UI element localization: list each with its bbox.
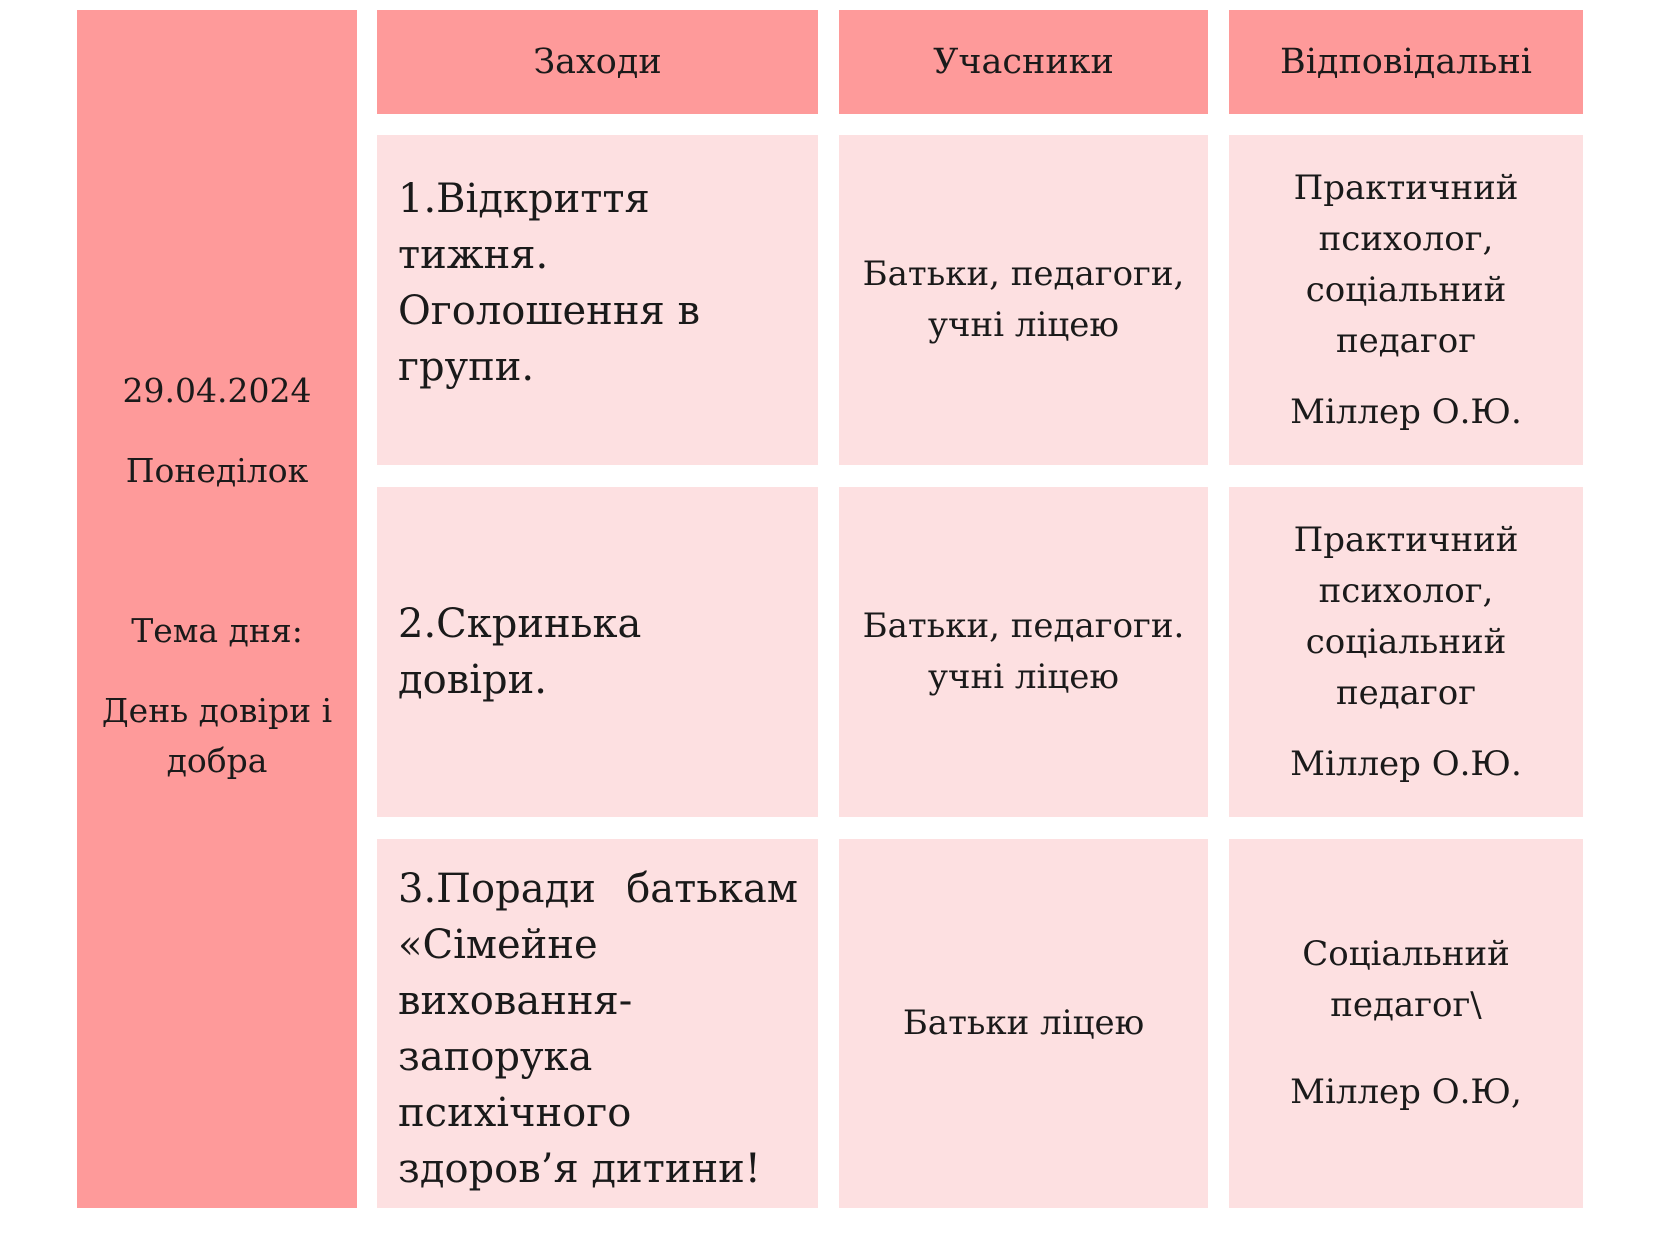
responsible-role-line: соціальний (1305, 269, 1507, 310)
responsible-role-line: Соціальний (1302, 934, 1510, 974)
participants-line: Батьки, педагоги, (862, 254, 1185, 294)
responsible-name: Міллер О.Ю, (1290, 1072, 1522, 1112)
responsible-cell-2 (1229, 487, 1583, 817)
participants-cell-1 (839, 135, 1208, 465)
activity-cell-3 (377, 839, 818, 1208)
responsible-name: Міллер О.Ю. (1290, 743, 1522, 784)
responsible-role-line: психолог, (1318, 570, 1494, 611)
activity-cell-2 (377, 487, 818, 817)
responsible-cell-3 (1229, 839, 1583, 1208)
header-responsible: Відповідальні (1229, 10, 1583, 114)
participants-line: учні ліцею (928, 305, 1119, 345)
activity-text-2: 2.Скринька довіри. (398, 601, 642, 703)
responsible-role-line: педагог\ (1330, 985, 1482, 1025)
responsible-cell-1 (1229, 135, 1583, 465)
participants-line: Батьки, педагоги. (862, 606, 1185, 646)
participants-cell-3 (839, 839, 1208, 1208)
responsible-role-line: Практичний (1293, 519, 1519, 560)
activity-cell-1 (377, 135, 818, 465)
participants-line: учні ліцею (928, 657, 1119, 697)
header-activities: Заходи (377, 10, 818, 114)
day-theme-label: Тема дня: (131, 611, 303, 650)
participants-line: Батьки ліцею (902, 1003, 1145, 1043)
participants-cell-2 (839, 487, 1208, 817)
responsible-role-line: педагог (1335, 320, 1477, 361)
activity-text-1: 1.Відкриття тижня. Оголошення в групи. (398, 176, 700, 390)
responsible-role-line: соціальний (1305, 621, 1507, 662)
responsible-role-line: педагог (1335, 672, 1477, 713)
day-theme-line-1: День довіри і (101, 691, 333, 730)
responsible-role-line: психолог, (1318, 218, 1494, 259)
day-column (77, 10, 357, 1208)
responsible-name: Міллер О.Ю. (1290, 391, 1522, 432)
day-date: 29.04.2024 (122, 371, 312, 410)
activity-text-3: 3.Поради батькам «Сімейне виховання- запорука психічного здоров’я дитини! (398, 866, 798, 1192)
responsible-role-line: Практичний (1293, 167, 1519, 208)
header-participants: Учасники (839, 10, 1208, 114)
day-weekday: Понеділок (125, 451, 309, 490)
day-theme-line-2: добра (166, 741, 268, 780)
